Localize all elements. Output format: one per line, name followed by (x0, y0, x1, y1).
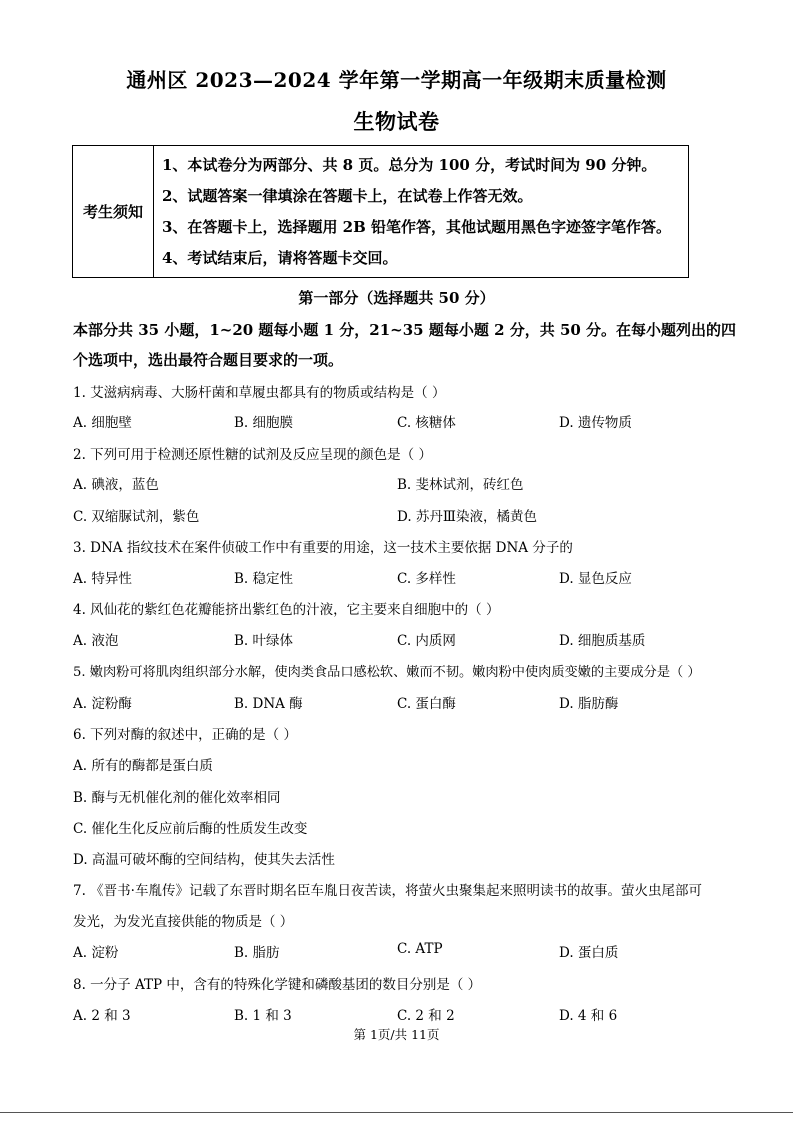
question-5-option-a: A. 淀粉酶 (73, 696, 132, 712)
question-2-option-d: D. 苏丹Ⅲ染液，橘黄色 (397, 509, 537, 525)
question-4-option-d: D. 细胞质基质 (559, 633, 646, 649)
question-8-option-b: B. 1 和 3 (234, 1008, 292, 1024)
question-3-option-c: C. 多样性 (397, 571, 456, 587)
question-4-option-b: B. 叶绿体 (234, 633, 294, 649)
question-3-option-d: D. 显色反应 (559, 571, 632, 587)
question-3-option-a: A. 特异性 (73, 571, 132, 587)
question-6-option-c: C. 催化生化反应前后酶的性质发生改变 (73, 821, 308, 837)
notice-label: 考生须知 (73, 146, 154, 277)
question-4-stem: 4. 风仙花的紫红色花瓣能挤出紫红色的汁液，它主要来自细胞中的（ ） (73, 602, 500, 618)
question-2-stem: 2. 下列可用于检测还原性糖的试剂及反应呈现的颜色是（ ） (73, 447, 432, 463)
question-2-option-c: C. 双缩脲试剂，紫色 (73, 509, 200, 525)
question-6-stem: 6. 下列对酶的叙述中，正确的是（ ） (73, 727, 297, 743)
question-3-stem: 3. DNA 指纹技术在案件侦破工作中有重要的用途，这一技术主要依据 DNA 分子的 (73, 540, 573, 556)
question-7-option-c: C. ATP (397, 941, 443, 957)
exam-subtitle: 生物试卷 (353, 109, 440, 134)
notice-box (72, 145, 689, 278)
question-5-option-b: B. DNA 酶 (234, 696, 303, 712)
section-intro-line2: 个选项中，选出最符合题目要求的一项。 (73, 351, 344, 369)
question-2-option-a: A. 碘液，蓝色 (73, 477, 159, 493)
notice-list (154, 146, 688, 277)
question-7-stem-line1: 7. 《晋书·车胤传》记载了东晋时期名臣车胤日夜苦读，将萤火虫聚集起来照明读书的故事。萤火虫尾部可 (73, 883, 702, 899)
question-7-option-b: B. 脂肪 (234, 945, 280, 961)
page-number: 第 1页/共 11页 (353, 1027, 440, 1042)
section-title: 第一部分（选择题共 50 分） (298, 289, 495, 307)
question-8-option-a: A. 2 和 3 (73, 1008, 131, 1024)
question-1-option-a: A. 细胞壁 (73, 415, 132, 431)
notice-item: 4、考试结束后，请将答题卡交回。 (162, 249, 398, 267)
question-8-option-d: D. 4 和 6 (559, 1008, 618, 1024)
question-4-option-c: C. 内质网 (397, 633, 456, 649)
question-7-option-d: D. 蛋白质 (559, 945, 619, 961)
notice-item: 2、试题答案一律填涂在答题卡上，在试卷上作答无效。 (162, 187, 533, 205)
question-1-stem: 1. 艾滋病病毒、大肠杆菌和草履虫都具有的物质或结构是（ ） (73, 385, 446, 401)
question-6-option-a: A. 所有的酶都是蛋白质 (73, 758, 213, 774)
question-3-option-b: B. 稳定性 (234, 571, 294, 587)
question-4-option-a: A. 液泡 (73, 633, 119, 649)
notice-item: 3、在答题卡上，选择题用 2B 铅笔作答，其他试题用黑色字迹签字笔作答。 (162, 218, 671, 236)
question-1-option-d: D. 遗传物质 (559, 415, 632, 431)
question-6-option-d: D. 高温可破坏酶的空间结构，使其失去活性 (73, 852, 335, 868)
question-2-option-b: B. 斐林试剂，砖红色 (397, 477, 524, 493)
question-1-option-c: C. 核糖体 (397, 415, 456, 431)
exam-title: 通州区 2023—2024 学年第一学期高一年级期末质量检测 (126, 68, 667, 92)
question-8-stem: 8. 一分子 ATP 中，含有的特殊化学键和磷酸基团的数目分别是（ ） (73, 977, 482, 993)
question-5-option-d: D. 脂肪酶 (559, 696, 619, 712)
question-7-stem-line2: 发光，为发光直接供能的物质是（ ） (73, 914, 294, 930)
question-6-option-b: B. 酶与无机催化剂的催化效率相同 (73, 790, 281, 806)
question-5-stem: 5. 嫩肉粉可将肌肉组织部分水解，使肉类食品口感松软、嫩而不韧。嫩肉粉中使肉质变嫩的主要成分是（ ） (73, 665, 701, 680)
notice-item: 1、本试卷分为两部分、共 8 页。总分为 100 分，考试时间为 90 分钟。 (162, 156, 657, 174)
question-8-option-c: C. 2 和 2 (397, 1008, 455, 1024)
question-5-option-c: C. 蛋白酶 (397, 696, 456, 712)
section-intro-line1: 本部分共 35 小题，1~20 题每小题 1 分，21~35 题每小题 2 分，共 50 分。在每小题列出的四 (73, 321, 737, 339)
question-1-option-b: B. 细胞膜 (234, 415, 294, 431)
bottom-divider (0, 1112, 793, 1113)
question-7-option-a: A. 淀粉 (73, 945, 119, 961)
